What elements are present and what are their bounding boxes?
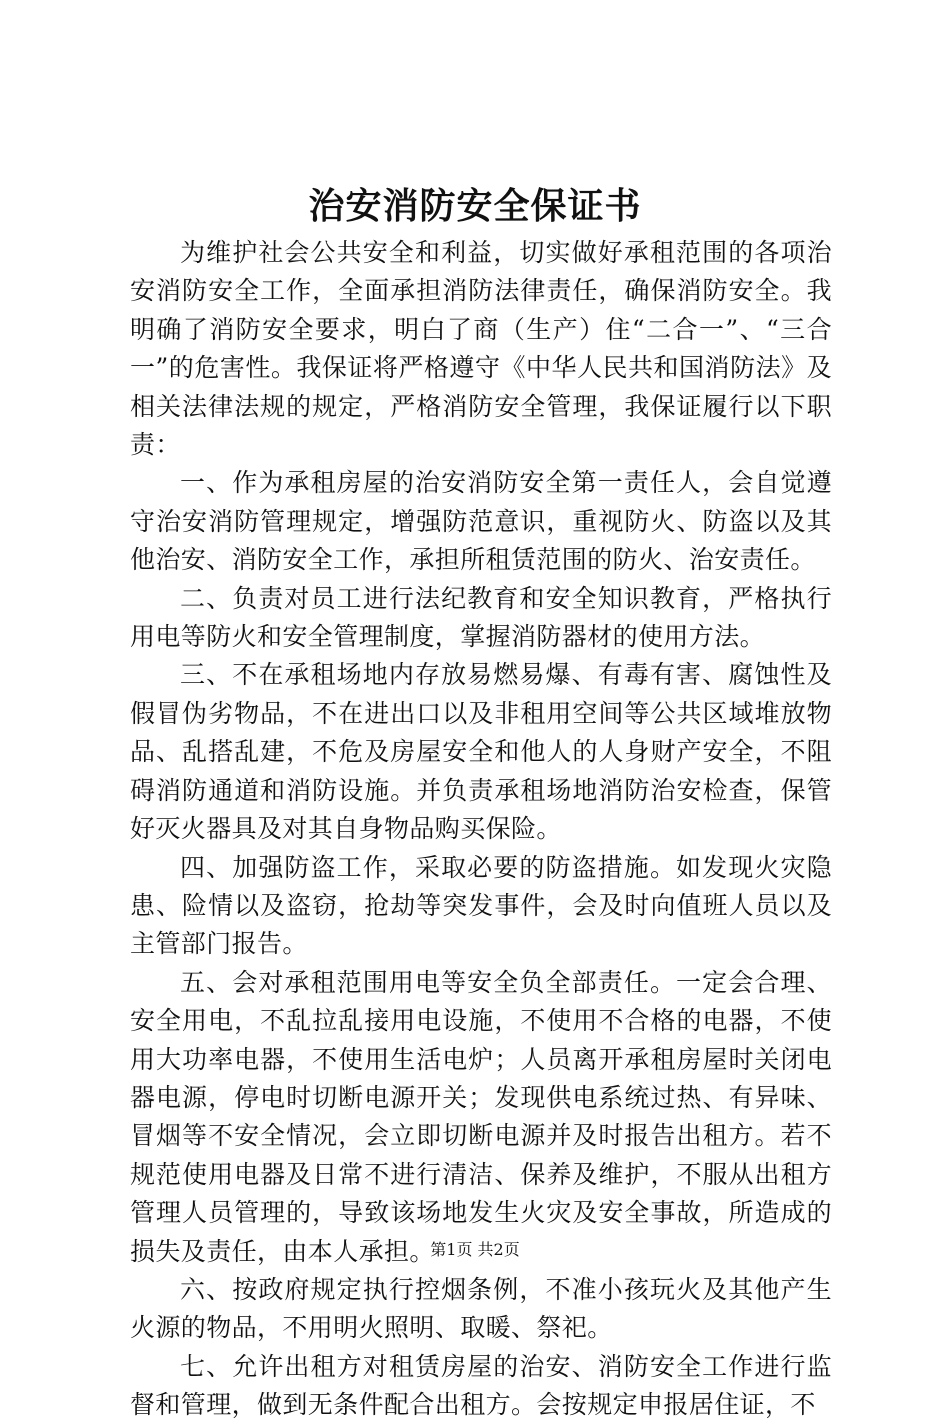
intro-paragraph: 为维护社会公共安全和利益，切实做好承租范围的各项治安消防安全工作，全面承担消防法律责任，确保消防安全。我明确了消防安全要求，明白了商（生产）住“二合一”、“三合一”的危害性。我保证将严格遵守《中华人民共和国消防法》及相关法律法规的规定，严格消防安全管理，我保证履行以下职责： xyxy=(130,238,832,460)
page-number-footer: 第1页 共2页 xyxy=(430,1240,520,1259)
clause-3-paragraph: 三、不在承租场地内存放易燃易爆、有毒有害、腐蚀性及假冒伪劣物品，不在进出口以及非租用空间等公共区域堆放物品、乱搭乱建，不危及房屋安全和他人的人身财产安全，不阻碍消防通道和消防设施。并负责承租场地消防治安检查，保管好灭火器具及对其自身物品购买保险。 xyxy=(130,660,832,844)
clause-2-paragraph: 二、负责对员工进行法纪教育和安全知识教育，严格执行用电等防火和安全管理制度，掌握消防器材的使用方法。 xyxy=(130,583,832,652)
clause-6-paragraph: 六、按政府规定执行控烟条例，不准小孩玩火及其他产生火源的物品，不用明火照明、取暖、祭祀。 xyxy=(130,1274,832,1343)
clause-4-paragraph: 四、加强防盗工作，采取必要的防盗措施。如发现火灾隐患、险情以及盗窃，抢劫等突发事件，会及时向值班人员以及主管部门报告。 xyxy=(130,852,832,959)
clause-7-paragraph: 七、允许出租方对租赁房屋的治安、消防安全工作进行监督和管理，做到无条件配合出租方。会按规定申报居住证，不 xyxy=(130,1351,832,1420)
clause-1-paragraph: 一、作为承租房屋的治安消防安全第一责任人，会自觉遵守治安消防管理规定，增强防范意识，重视防火、防盗以及其他治安、消防安全工作，承担所租赁范围的防火、治安责任。 xyxy=(130,468,832,575)
document-title: 治安消防安全保证书 xyxy=(308,185,642,227)
clause-5-paragraph: 五、会对承租范围用电等安全负全部责任。一定会合理、安全用电，不乱拉乱接用电设施，不使用不合格的电器，不使用大功率电器，不使用生活电炉；人员离开承租房屋时关闭电器电源，停电时切断电源开关；发现供电系统过热、有异味、冒烟等不安全情况，会立即切断电源并及时报告出租方。若不规范使用电器及日常不进行清洁、保养及维护，不服从出租方管理人员管理的，导致该场地发生火灾及安全事故，所造成的损失及责任，由本人承担。 xyxy=(130,967,832,1266)
